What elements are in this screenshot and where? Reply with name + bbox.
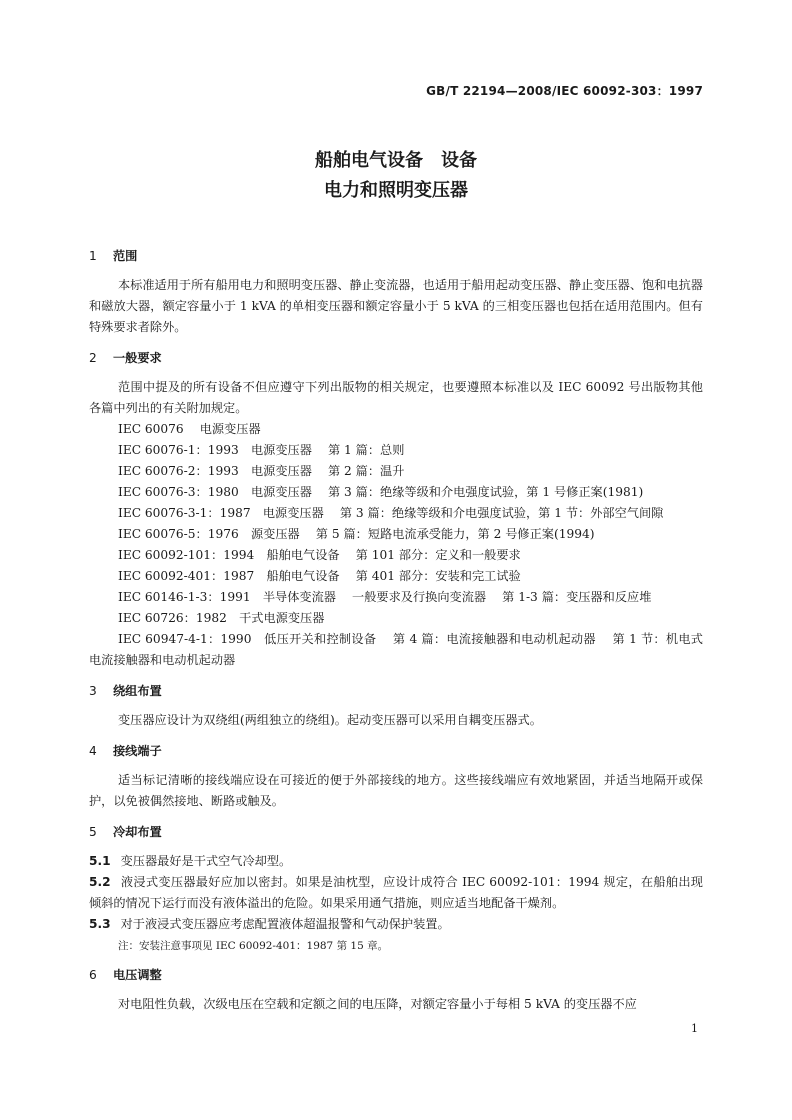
reference-item: IEC 60076-5：1976 源变压器 第 5 篇：短路电流承受能力，第 2 号修正案(1994) xyxy=(118,527,595,541)
reference-item: IEC 60146-1-3：1991 半导体变流器 一般要求及行换向变流器 第 1-3 篇：变压器和反应堆 xyxy=(118,590,652,604)
document-title: 船舶电气设备 设备 xyxy=(315,150,477,171)
section-heading-4: 4 接线端子 xyxy=(89,744,162,758)
paragraph: 本标准适用于所有船用电力和照明变压器、静止变流器，也适用于船用起动变压器、静止变压器、饱和电抗器和磁放大器，额定容量小于 1 kVA 的单相变压器和额定容量小于 5 kVA 的三相变压器也包括在适用范围内。但有特殊要求者除外。 xyxy=(89,278,703,334)
subclause: 5.3 对于液浸式变压器应考虑配置液体超温报警和气动保护装置。 xyxy=(89,917,450,931)
reference-item: IEC 60092-401：1987 船舶电气设备 第 401 部分：安装和完工试验 xyxy=(118,569,521,583)
document-body xyxy=(89,236,703,1015)
section-heading-3: 3 绕组布置 xyxy=(89,684,162,698)
reference-item: IEC 60947-4-1：1990 低压开关和控制设备 第 4 篇：电流接触器和电动机起动器 第 1 节：机电式电流接触器和电动机起动器 xyxy=(89,632,703,667)
paragraph: 变压器应设计为双绕组(两组独立的绕组)。起动变压器可以采用自耦变压器式。 xyxy=(118,713,542,727)
section-heading-6: 6 电压调整 xyxy=(89,968,162,982)
reference-item: IEC 60076-1：1993 电源变压器 第 1 篇：总则 xyxy=(118,443,405,457)
paragraph: 范围中提及的所有设备不但应遵守下列出版物的相关规定，也要遵照本标准以及 IEC 60092 号出版物其他各篇中列出的有关附加规定。 xyxy=(89,380,703,415)
reference-item: IEC 60076-3：1980 电源变压器 第 3 篇：绝缘等级和介电强度试验，第 1 号修正案(1981) xyxy=(118,485,644,499)
reference-item: IEC 60092-101：1994 船舶电气设备 第 101 部分：定义和一般要求 xyxy=(118,548,521,562)
section-heading-5: 5 冷却布置 xyxy=(89,825,162,839)
subclause: 5.2 液浸式变压器最好应加以密封。如果是油枕型，应设计成符合 IEC 60092-101：1994 规定，在船舶出现倾斜的情况下运行而没有液体溢出的危险。如果采用通气措施，则应适当地配备干燥剂。 xyxy=(89,875,703,910)
paragraph: 对电阻性负载，次级电压在空载和定额之间的电压降，对额定容量小于每相 5 kVA 的变压器不应 xyxy=(118,997,637,1011)
section-heading-2: 2 一般要求 xyxy=(89,351,162,365)
paragraph: 适当标记清晰的接线端应设在可接近的便于外部接线的地方。这些接线端应有效地紧固，并适当地隔开或保护，以免被偶然接地、断路或触及。 xyxy=(89,773,703,808)
section-heading-1: 1 范围 xyxy=(89,249,138,263)
reference-item: IEC 60076 电源变压器 xyxy=(118,422,261,436)
reference-item: IEC 60076-2：1993 电源变压器 第 2 篇：温升 xyxy=(118,464,405,478)
reference-item: IEC 60076-3-1：1987 电源变压器 第 3 篇：绝缘等级和介电强度试验，第 1 节：外部空气间隙 xyxy=(118,506,664,520)
document-subtitle: 电力和照明变压器 xyxy=(324,180,468,201)
page-number: 1 xyxy=(691,1022,698,1035)
note: 注：安装注意事项见 IEC 60092-401：1987 第 15 章。 xyxy=(118,940,389,952)
standard-code: GB/T 22194—2008/IEC 60092-303：1997 xyxy=(426,84,703,98)
subclause: 5.1 变压器最好是干式空气冷却型。 xyxy=(89,854,292,868)
reference-item: IEC 60726：1982 干式电源变压器 xyxy=(118,611,325,625)
